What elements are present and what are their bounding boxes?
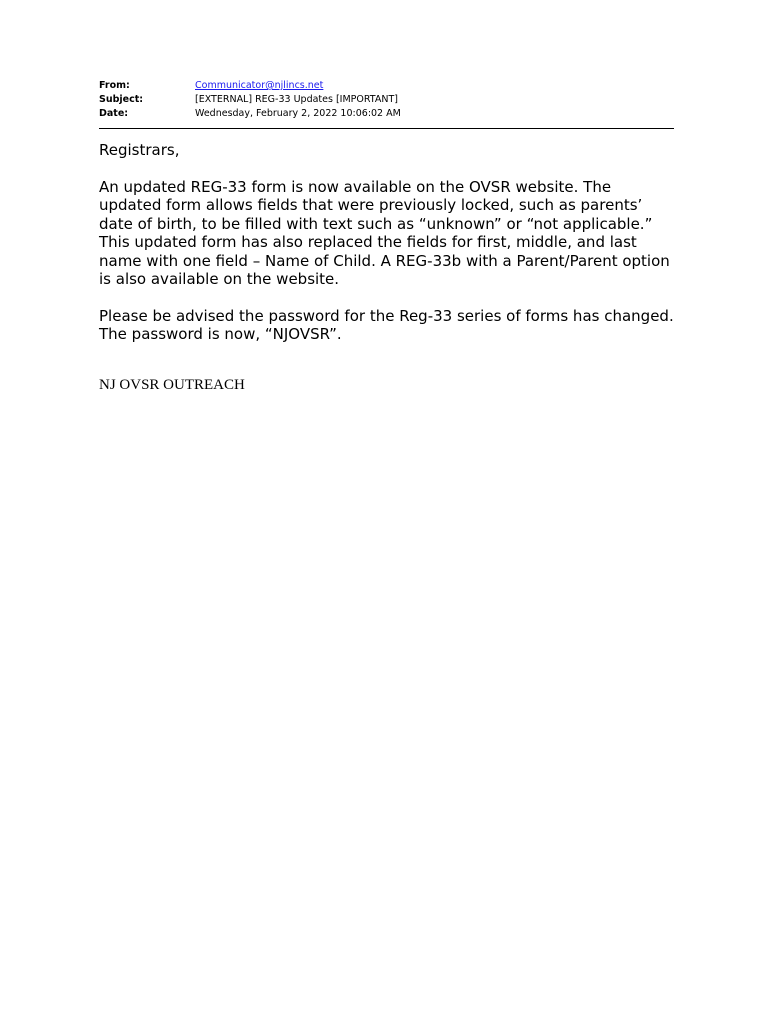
email-body: [99, 141, 674, 362]
header-divider: [99, 128, 674, 129]
from-value: [195, 79, 674, 93]
sender-email-link[interactable]: Communicator@njlincs.net: [195, 80, 324, 91]
date-value: Wednesday, February 2, 2022 10:06:02 AM: [195, 108, 401, 119]
paragraph-form-update: An updated REG-33 form is now available on the OVSR website. The updated form allows fields that were previously locked, such as parents’ date of birth, to be filled with text such as “unknown” or “not applicable.” This updated form has also replaced the fields for first, middle, and last name with one field – Name of Child. A REG-33b with a Parent/Parent option is also available on the website.: [99, 177, 670, 288]
date-row: [99, 107, 674, 121]
greeting: Registrars,: [99, 141, 180, 159]
subject-row: [99, 93, 674, 107]
from-label: From:: [99, 80, 130, 91]
signature: NJ OVSR OUTREACH: [99, 377, 245, 393]
date-label: Date:: [99, 108, 129, 119]
subject-value: [EXTERNAL] REG-33 Updates [IMPORTANT]: [195, 94, 398, 105]
from-row: [99, 79, 674, 93]
paragraph-password: Please be advised the password for the Reg-33 series of forms has changed. The password is now, “NJOVSR”.: [99, 306, 674, 343]
subject-label: Subject:: [99, 94, 144, 105]
email-header: [99, 79, 674, 121]
